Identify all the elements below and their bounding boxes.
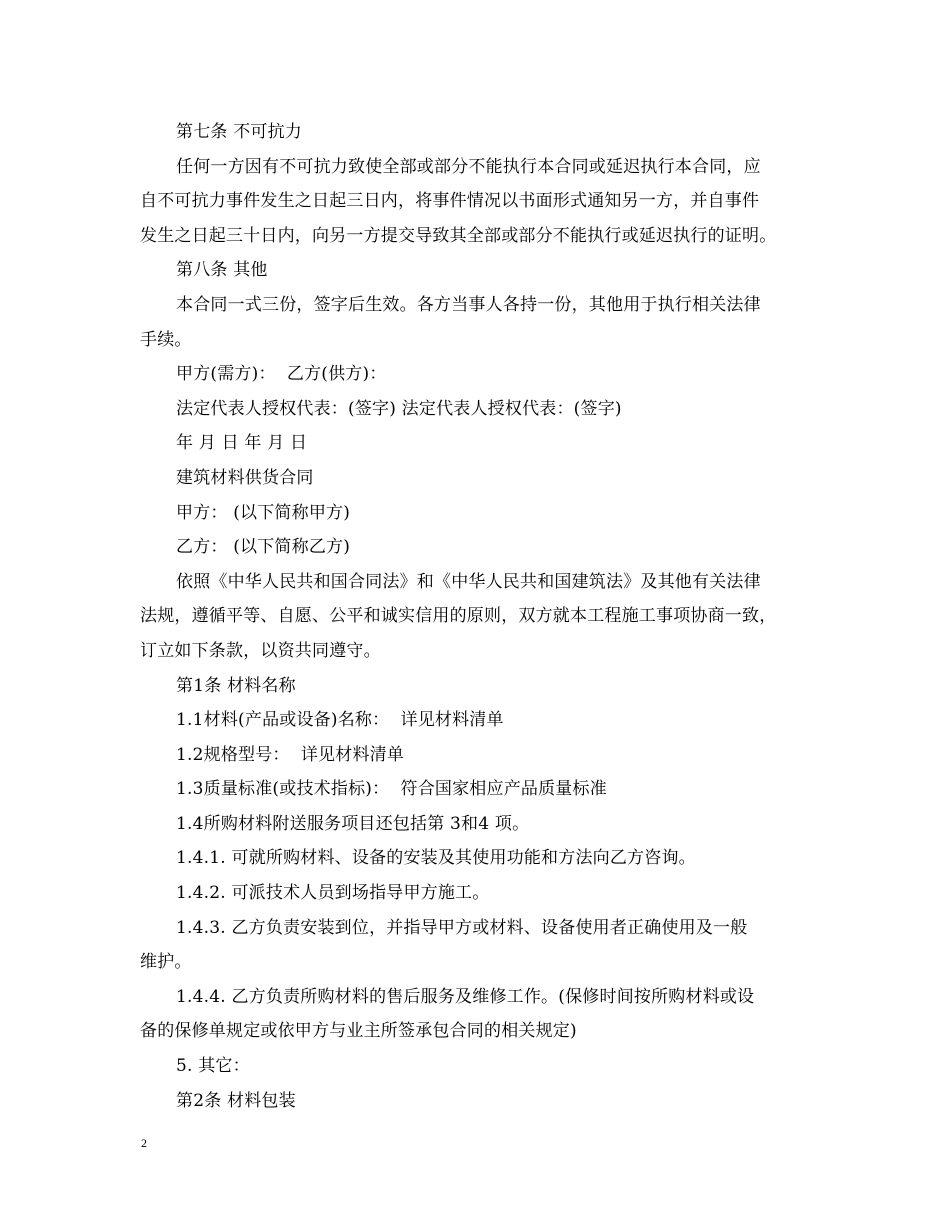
text-line: 任何一方因有不可抗力致使全部或部分不能执行本合同或延迟执行本合同，应 (176, 156, 761, 177)
text-line: 甲方(需方)： 乙方(供方)： (176, 364, 387, 385)
text-line: 手续。 (140, 329, 192, 350)
text-line: 自不可抗力事件发生之日起三日内，将事件情况以书面形式通知另一方，并自事件 (140, 191, 760, 212)
text-line: 1.4.1. 可就所购材料、设备的安装及其使用功能和方法向乙方咨询。 (176, 848, 696, 869)
text-line: 订立如下条款，以资共同遵守。 (140, 640, 381, 661)
text-line: 第七条 不可抗力 (176, 122, 303, 142)
text-line: 第八条 其他 (176, 260, 268, 281)
text-line: 维护。 (140, 952, 192, 973)
text-line: 乙方： (以下简称乙方) (176, 537, 351, 558)
text-line: 1.4.2. 可派技术人员到场指导甲方施工。 (176, 883, 490, 904)
text-line: 1.3质量标准(或技术指标)： 符合国家相应产品质量标准 (176, 779, 607, 800)
text-line: 法规，遵循平等、自愿、公平和诚实信用的原则，双方就本工程施工事项协商一致， (140, 606, 777, 627)
text-line: 法定代表人授权代表：(签字) 法定代表人授权代表：(签字) (176, 398, 622, 419)
text-line: 发生之日起三十日内，向另一方提交导致其全部或部分不能执行或延迟执行的证明。 (140, 225, 777, 246)
text-line: 建筑材料供货合同 (176, 467, 314, 488)
page-number: 2 (141, 1136, 147, 1150)
text-line: 第2条 材料包装 (176, 1090, 296, 1111)
text-line: 1.4.3. 乙方负责安装到位，并指导甲方或材料、设备使用者正确使用及一般 (176, 917, 748, 938)
text-line: 1.1材料(产品或设备)名称： 详见材料清单 (176, 710, 504, 731)
text-line: 1.4所购材料附送服务项目还包括第 3和4 项。 (176, 813, 530, 834)
text-line: 第1条 材料名称 (176, 675, 296, 696)
text-line: 备的保修单规定或依甲方与业主所签承包合同的相关规定) (140, 1021, 577, 1042)
document-body (140, 115, 820, 1118)
text-line: 甲方： (以下简称甲方) (176, 502, 351, 523)
text-line: 5. 其它： (176, 1056, 250, 1077)
text-line: 1.2规格型号： 详见材料清单 (176, 744, 405, 765)
text-line: 依照《中华人民共和国合同法》和《中华人民共和国建筑法》及其他有关法律 (176, 571, 761, 592)
text-line: 1.4.4. 乙方负责所购材料的售后服务及维修工作。(保修时间按所购材料或设 (176, 986, 755, 1007)
text-line: 年 月 日 年 月 日 (176, 433, 308, 454)
text-line: 本合同一式三份，签字后生效。各方当事人各持一份，其他用于执行相关法律 (176, 294, 761, 315)
